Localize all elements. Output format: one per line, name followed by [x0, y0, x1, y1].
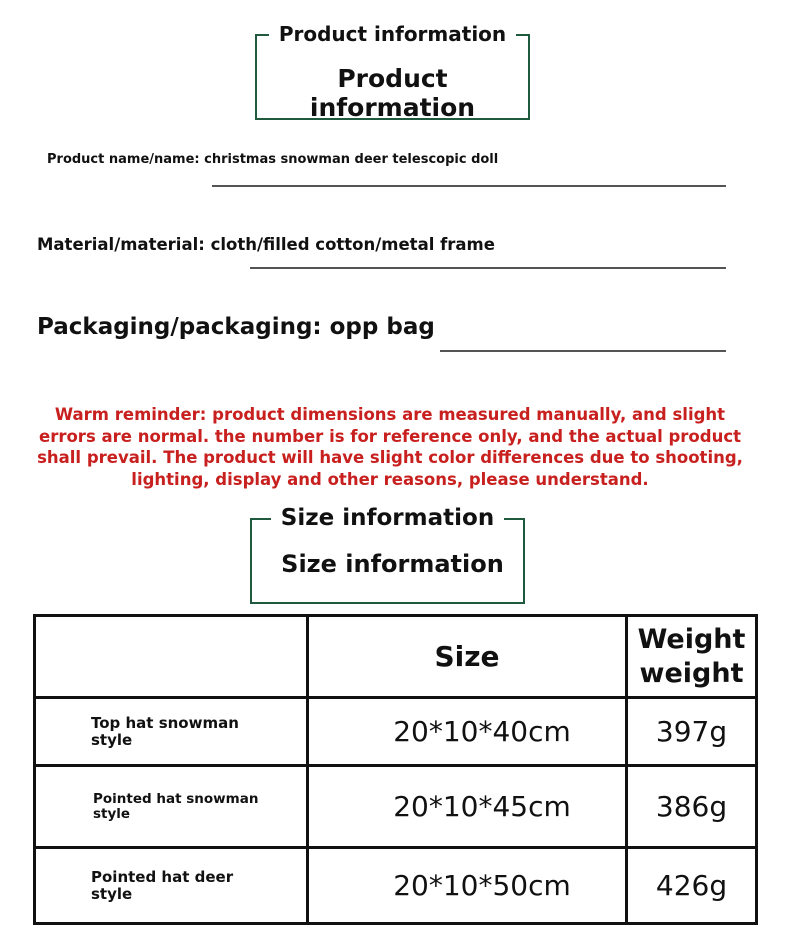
row-style-cell: Pointed hat snowman style: [35, 766, 308, 848]
size-info-title: Size information: [281, 550, 504, 578]
row-weight-cell: 386g: [627, 766, 757, 848]
product-info-title: Product information: [309, 64, 476, 122]
header-size-cell: Size: [308, 616, 627, 698]
product-info-caption: Product information: [257, 20, 528, 48]
table-row: [35, 698, 757, 766]
header-weight-line2: weight: [639, 657, 744, 689]
header-weight-cell: [627, 616, 757, 698]
table-row: [35, 848, 757, 924]
product-material-underline: [250, 267, 726, 269]
product-packaging-underline: [440, 350, 726, 352]
table-row: [35, 766, 757, 848]
table-header-row: [35, 616, 757, 698]
row-weight-cell: 426g: [627, 848, 757, 924]
size-info-header: [250, 505, 525, 604]
row-style-cell: Pointed hat deer style: [35, 848, 308, 924]
product-info-header: [255, 22, 530, 122]
size-info-caption: Size information: [252, 504, 523, 532]
header-weight-line1: Weight: [637, 623, 746, 655]
product-name: Product name/name: christmas snowman deer telescopic doll: [47, 152, 499, 167]
product-packaging: Packaging/packaging: opp bag: [37, 314, 435, 340]
row-style-cell: Top hat snowman style: [35, 698, 308, 766]
row-size-cell: 20*10*45cm: [308, 766, 627, 848]
row-size-cell: 20*10*50cm: [308, 848, 627, 924]
warm-reminder: Warm reminder: product dimensions are measured manually, and slight errors are normal. the number is for reference only, and the actual product shall prevail. The product will have slight color differences due to shooting, lighting, display and other reasons, please understand.: [37, 405, 743, 489]
header-style-cell: [35, 616, 308, 698]
size-table: [33, 614, 758, 925]
row-size-cell: 20*10*40cm: [308, 698, 627, 766]
product-name-underline: [212, 185, 726, 187]
row-weight-cell: 397g: [627, 698, 757, 766]
product-material: Material/material: cloth/filled cotton/metal frame: [37, 235, 495, 254]
